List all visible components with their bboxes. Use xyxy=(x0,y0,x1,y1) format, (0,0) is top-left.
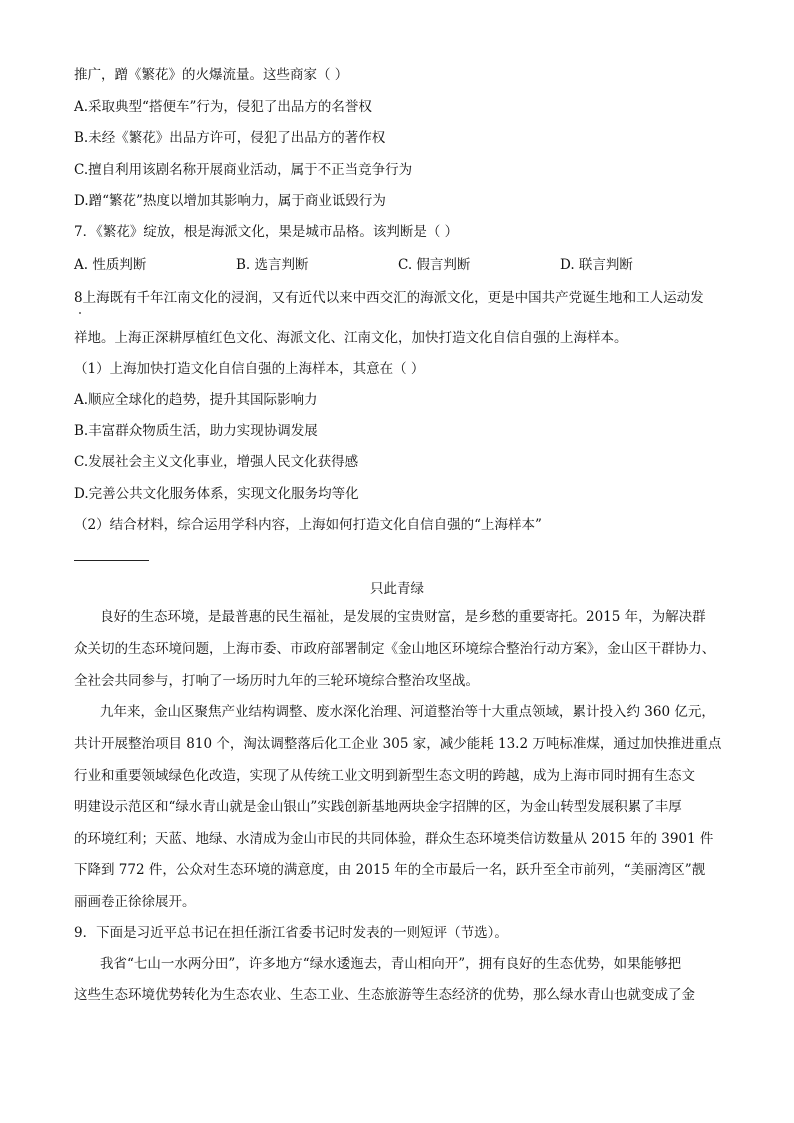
q6-option-a: A.采取典型“搭便车”行为，侵犯了出品方的名誉权 xyxy=(74,99,372,115)
article-p2-line7: 丽画卷正徐徐展开。 xyxy=(74,894,196,910)
article-title: 只此青绿 xyxy=(370,581,424,597)
stray-dot xyxy=(79,312,81,314)
q6-stem-tail: 推广，蹭《繁花》的火爆流量。这些商家（ ） xyxy=(74,67,349,83)
article-p2-line5: 的环境红利；天蓝、地绿、水清成为金山市民的共同体验，群众生态环境类信访数量从 2015 年的 3901 件 xyxy=(74,831,714,847)
q7-option-c: C. 假言判断 xyxy=(398,257,471,273)
article-p2-line6: 下降到 772 件，公众对生态环境的满意度，由 2015 年的全市最后一名，跃升至全市前列，“美丽湾区”靓 xyxy=(74,862,706,878)
q8-option-b: B.丰富群众物质生活，助力实现协调发展 xyxy=(74,423,318,439)
q8-material-line1: 8上海既有千年江南文化的浸润，又有近代以来中西交汇的海派文化，更是中国共产党诞生地和工人运动发 xyxy=(74,290,704,306)
q9-para-line1: 我省“七山一水两分田”，许多地方“绿水逶迤去，青山相向开”，拥有良好的生态优势，如果能够把 xyxy=(100,956,682,972)
article-p2-line3: 行业和重要领域绿色化改造，实现了从传统工业文明到新型生态文明的跨越，成为上海市同时拥有生态文 xyxy=(74,768,695,784)
q8-sub1: （1）上海加快打造文化自信自强的上海样本，其意在（ ） xyxy=(74,361,425,377)
q7-option-a: A. 性质判断 xyxy=(74,257,147,273)
article-p1-line2: 众关切的生态环境问题，上海市委、市政府部署制定《金山地区环境综合整治行动方案》，金山区干群协力、 xyxy=(74,641,716,657)
answer-rule xyxy=(74,560,149,561)
q6-option-d: D.蹭“繁花”热度以增加其影响力，属于商业诋毁行为 xyxy=(74,193,386,209)
q7-option-d: D. 联言判断 xyxy=(560,257,633,273)
article-p2-line4: 明建设示范区和“绿水青山就是金山银山”实践创新基地两块金字招牌的区，为金山转型发展积累了丰厚 xyxy=(74,799,682,815)
q7-stem: 7．《繁花》绽放，根是海派文化，果是城市品格。该判断是（ ） xyxy=(74,224,459,240)
q8-sub2: （2）结合材料，综合运用学科内容，上海如何打造文化自信自强的“上海样本” xyxy=(74,517,542,533)
q9-para-line2: 这些生态环境优势转化为生态农业、生态工业、生态旅游等生态经济的优势，那么绿水青山也就变成了金 xyxy=(74,987,695,1003)
q6-option-c: C.擅自利用该剧名称开展商业活动，属于不正当竞争行为 xyxy=(74,162,413,178)
article-p2-line1: 九年来，金山区聚焦产业结构调整、废水深化治理、河道整治等十大重点领域，累计投入约 360 亿元， xyxy=(100,704,715,720)
q8-option-a: A.顺应全球化的趋势，提升其国际影响力 xyxy=(74,392,318,408)
q8-option-c: C.发展社会主义文化事业，增强人民文化获得感 xyxy=(74,454,359,470)
article-p1-line3: 全社会共同参与，打响了一场历时九年的三轮环境综合整治攻坚战。 xyxy=(74,673,479,689)
q8-material-line2: 祥地。上海正深耕厚植红色文化、海派文化、江南文化，加快打造文化自信自强的上海样本。 xyxy=(74,330,628,346)
article-p1-line1: 良好的生态环境，是最普惠的民生福祉，是发展的宝贵财富，是乡愁的重要寄托。2015 年，为解决群 xyxy=(100,609,706,625)
q7-option-b: B. 选言判断 xyxy=(236,257,309,273)
q9-stem: 9．下面是习近平总书记在担任浙江省委书记时发表的一则短评（节选）。 xyxy=(74,925,508,941)
q6-option-b: B.未经《繁花》出品方许可，侵犯了出品方的著作权 xyxy=(74,130,386,146)
article-p2-line2: 共计开展整治项目 810 个，淘汰调整落后化工企业 305 家，减少能耗 13.2 万吨标准煤，通过加快推进重点 xyxy=(74,736,722,752)
q8-option-d: D.完善公共文化服务体系，实现文化服务均等化 xyxy=(74,486,359,502)
